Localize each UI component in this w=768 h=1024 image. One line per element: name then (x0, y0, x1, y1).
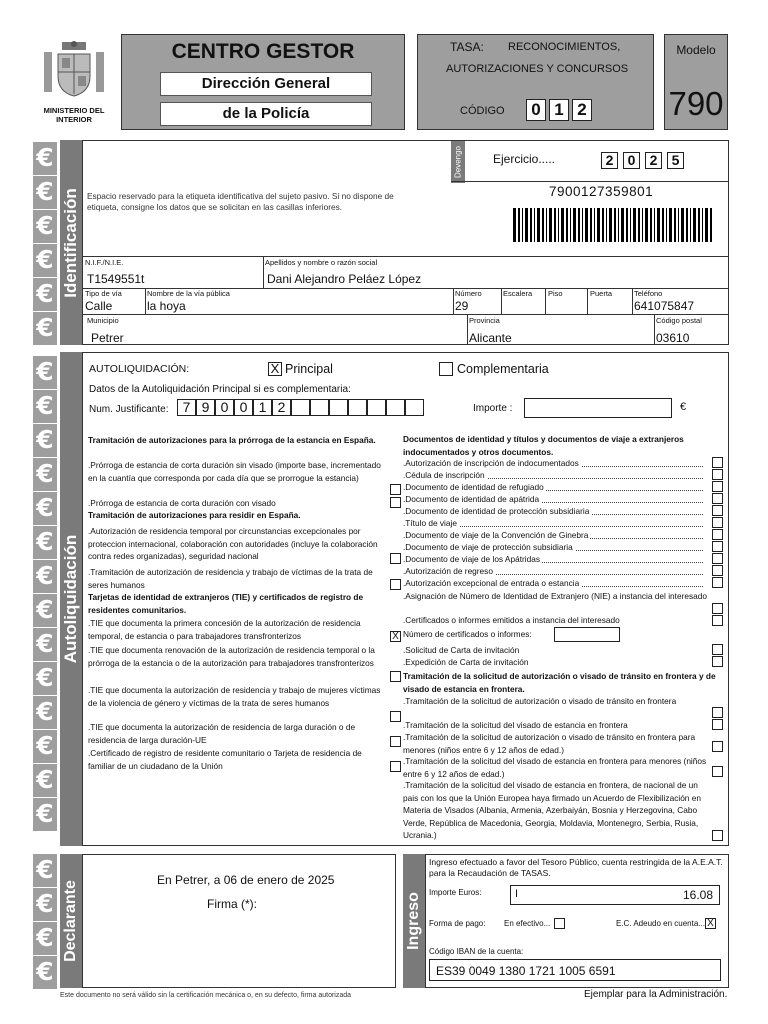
col-line (501, 288, 502, 314)
euro-icon: € (33, 956, 57, 989)
barcode-bar (698, 208, 700, 242)
euro-icon: € (33, 176, 57, 209)
nif-label: N.I.F./N.I.E. (85, 258, 124, 267)
barcode-bar (654, 208, 655, 242)
num-cert-label: Número de certificados o informes: (403, 629, 532, 639)
euro-icon: € (33, 888, 57, 921)
datos-label: Datos de la Autoliquidación Principal si es complementaria: (89, 384, 351, 395)
forma-pago-label: Forma de pago: (429, 919, 486, 928)
euro-icon: € (33, 526, 57, 559)
direccion-line1: Dirección General (160, 72, 372, 96)
barcode-bar (650, 208, 652, 242)
tasa-text1: RECONOCIMIENTOS, (508, 41, 621, 53)
left-checkbox-8[interactable] (390, 736, 401, 747)
barcode-bar (570, 208, 571, 242)
doc-list-label: .Documento de viaje de la Convención de Ginebra (403, 530, 589, 540)
justificante-cell[interactable] (329, 399, 348, 416)
left-checkbox-1[interactable] (390, 484, 401, 495)
barcode-bar (602, 208, 604, 242)
euro-icon: € (33, 798, 57, 831)
doc-list-item (403, 553, 723, 565)
ingreso-tab: Ingreso (403, 854, 425, 988)
left-heading-2: Tramitación de autorizaciones para residir en España. (88, 510, 301, 520)
importe-euros-field[interactable] (510, 885, 720, 905)
importe-euros-value: 16.08 (682, 888, 713, 902)
doc-list-checkbox[interactable] (712, 505, 723, 516)
left-item-2: .Prórroga de estancia de corta duración con visado (88, 498, 276, 508)
barcode-bar (573, 208, 576, 242)
direccion-line2: de la Policía (160, 102, 372, 126)
identificacion-section (82, 140, 729, 345)
justificante-cell[interactable] (310, 399, 329, 416)
left-checkbox-5[interactable]: X (390, 631, 401, 642)
doc-list-checkbox[interactable] (712, 493, 723, 504)
importe-euros-label: Importe Euros: (429, 888, 482, 897)
barcode-bar (690, 208, 691, 242)
importe-prefix: I (515, 888, 519, 900)
tipo-via-label: Tipo de vía (85, 289, 122, 298)
doc-list-label: .Documento de identidad de protección subsidiaria (403, 506, 590, 516)
barcode-bar (618, 208, 619, 242)
barcode-bar (585, 208, 588, 242)
barcode-bar (630, 208, 631, 242)
espacio-text: Espacio reservado para la etiqueta identificativa del sujeto pasivo. Si no dispone de etiqueta, consigne los datos que se solicitan en las casillas inferiores. (87, 191, 394, 212)
euro-icon: € (33, 424, 57, 457)
doc-list-label: .Cédula de inscripción (403, 470, 485, 480)
escalera-label: Escalera (503, 289, 533, 298)
euro-icon: € (33, 560, 57, 593)
ec-checkbox[interactable]: X (705, 918, 716, 929)
importe-label: Importe : (473, 403, 513, 414)
doc-list-label: .Autorización de inscripción de indocumentados (403, 458, 579, 468)
barcode-bar (614, 208, 616, 242)
barcode (513, 208, 717, 242)
left-item-9: .Certificado de registro de residente comunitario o Tarjeta de residencia de familiar de un ciudadano de la Unión (88, 748, 362, 771)
ejercicio-digit: 2 (601, 152, 618, 169)
left-heading-3: Tarjetas de identidad de extranjeros (TIE) y certificados de registro de residentes comunitarios. (88, 592, 364, 615)
carta2-item: .Expedición de Carta de invitación (403, 657, 529, 667)
ejercicio-label: Ejercicio..... (493, 152, 556, 166)
euro-sign: € (680, 401, 687, 413)
justificante-cell[interactable]: 0 (215, 399, 234, 416)
col-line (145, 288, 146, 314)
ingreso-section (425, 854, 729, 988)
justificante-cell[interactable]: 1 (253, 399, 272, 416)
euro-icon: € (33, 356, 57, 389)
coat-of-arms-icon (36, 40, 112, 102)
nombre-value[interactable]: Dani Alejandro Peláez López (267, 272, 422, 286)
numero-label: Número (455, 289, 482, 298)
provincia-label: Provincia (469, 316, 500, 325)
visa-checkbox-1[interactable] (712, 707, 723, 718)
municipio-label: Municipio (87, 316, 119, 325)
doc-list-label: .Documento de viaje de los Apátridas (403, 554, 540, 564)
doc-list-label: .Documento de viaje de protección subsidiaria (403, 542, 573, 552)
barcode-bar (681, 208, 684, 242)
barcode-bar (549, 208, 552, 242)
euro-icon: € (33, 662, 57, 695)
barcode-bar (638, 208, 640, 242)
nif-value[interactable]: T1549551t (87, 272, 145, 286)
justificante-cell[interactable] (291, 399, 310, 416)
left-item-3: .Autorización de residencia temporal por circunstancias excepcionales por proteccion internacional, colaboración con autoridades (incluye la colaboración contra redes organizadas), seguridad nacional (88, 526, 378, 561)
left-item-5: .TIE que documenta la primera concesión de la autorización de residencia temporal, de estancia o para trabajadores transfronterizos (88, 618, 361, 641)
barcode-bar (534, 208, 535, 242)
barcode-bar (578, 208, 580, 242)
doc-list-checkbox[interactable] (712, 457, 723, 468)
doc-list-item (403, 517, 723, 529)
left-item-8: .TIE que documenta la autorización de residencia de larga duración o de residencia de larga duración-UE (88, 722, 356, 745)
doc-list-checkbox[interactable] (712, 541, 723, 552)
visa-item-5: .Tramitación de la solicitud del visado de estancia en frontera, de nacional de un pais con los que la Unión Europea haya firmado un Acuerdo de Flexibilización en Materia de Visados (Albania, Armenia, Azerbaiyán, Bosnia y Herzegovina, Cabo Verde, República de Macedonia, Georgia, Moldavia, Montenegro, Serbia, Rusia, Ucrania.) (403, 780, 701, 840)
footer-note: Este documento no será válido sin la certificación mecánica o, en su defecto, firma autorizada (60, 992, 352, 999)
tipo-via-value[interactable]: Calle (85, 299, 113, 313)
barcode-bar (702, 208, 703, 242)
devengo-tab: Devengo (451, 141, 465, 183)
left-checkbox-2[interactable] (390, 497, 401, 508)
euro-icon: € (33, 390, 57, 423)
visa-checkbox-4[interactable] (712, 766, 723, 777)
provincia-value[interactable]: Alicante (469, 331, 512, 345)
ingreso-text: Ingreso efectuado a favor del Tesoro Público, cuenta restringida de la A.E.A.T. para la Recaudación de TASAS. (429, 857, 723, 878)
barcode-bar (669, 208, 672, 242)
barcode-bar (645, 208, 648, 242)
col-line (632, 288, 633, 314)
barcode-bar (674, 208, 676, 242)
left-item-4: .Tramitación de autorización de residencia y trabajo de víctimas de la trata de seres humanos (88, 567, 373, 590)
col-line (467, 314, 468, 345)
doc-list-checkbox[interactable] (712, 481, 723, 492)
barcode-bar (597, 208, 600, 242)
place-date: En Petrer, a 06 de enero de 2025 (157, 873, 335, 887)
visa-checkbox-5[interactable] (712, 830, 723, 841)
right-heading-1: Documentos de identidad y títulos y documentos de viaje a extranjeros indocumentados y otros documentos. (403, 434, 684, 457)
barcode-bar (633, 208, 636, 242)
declarante-tab: Declarante (60, 854, 82, 988)
iban-value: ES39 0049 1380 1721 1005 6591 (436, 964, 616, 978)
doc-list-item (403, 529, 723, 541)
nombre-label: Apellidos y nombre o razón social (265, 258, 378, 267)
centro-gestor-title: CENTRO GESTOR (171, 40, 355, 63)
barcode-bar (642, 208, 643, 242)
centro-gestor-panel (121, 34, 405, 130)
firma-label: Firma (*): (207, 897, 257, 911)
complementaria-checkbox[interactable] (439, 362, 453, 376)
euro-icon: € (33, 764, 57, 797)
col-line (587, 288, 588, 314)
euro-icon: € (33, 696, 57, 729)
euro-icon: € (33, 730, 57, 763)
autoliquidacion-tab: Autoliquidación (60, 352, 82, 846)
euro-icon: € (33, 210, 57, 243)
barcode-bar (609, 208, 612, 242)
left-item-7: .TIE que documenta la autorización de residencia y trabajo de mujeres víctimas de la violencia de género y víctimas de la trata de seres humanos (88, 685, 381, 708)
declarante-section (82, 854, 396, 988)
left-checkbox-4[interactable] (390, 579, 401, 590)
barcode-bar (513, 208, 516, 242)
left-item-1: .Prórroga de estancia de corta duración sin visado (importe base, incrementado en la cuantía que corresponda por cada día que se prorrogue la estancia) (88, 460, 381, 483)
left-checkbox-3[interactable] (390, 553, 401, 564)
doc-list-item (403, 505, 723, 517)
doc-list-checkbox[interactable] (712, 565, 723, 576)
doc-list-checkbox[interactable] (712, 469, 723, 480)
doc-list-item (403, 577, 723, 589)
cp-value[interactable]: 03610 (656, 331, 690, 345)
barcode-bar (710, 208, 712, 242)
tasa-text2: AUTORIZACIONES Y CONCURSOS (446, 63, 629, 75)
barcode-bar (705, 208, 708, 242)
euro-icon: € (33, 492, 57, 525)
autoliq-title: AUTOLIQUIDACIÓN: (89, 363, 190, 375)
euro-icon: € (33, 854, 57, 887)
barcode-bar (518, 208, 520, 242)
euro-icon: € (33, 312, 57, 345)
ejercicio-digit: 5 (667, 152, 684, 169)
euro-icon: € (33, 244, 57, 277)
euro-icon: € (33, 594, 57, 627)
col-line (453, 288, 454, 314)
col-line (545, 288, 546, 314)
barcode-bar (558, 208, 559, 242)
doc-list-item (403, 493, 723, 505)
euro-icon: € (33, 142, 57, 175)
iban-field[interactable] (429, 959, 721, 981)
ministry-logo (36, 40, 112, 130)
left-item-6: .TIE que documenta renovación de la autorización de residencia temporal o la prórroga de la estancia o de la autorización para trabajadores transfronterizos (88, 645, 375, 668)
efectivo-label: En efectivo... (504, 919, 551, 928)
barcode-bar (590, 208, 592, 242)
municipio-value[interactable]: Petrer (91, 331, 124, 345)
doc-list-item (403, 541, 723, 553)
carta1-checkbox[interactable] (712, 644, 723, 655)
col-line (654, 314, 655, 345)
piso-label: Piso (548, 289, 563, 298)
identificacion-tab: Identificación (60, 140, 82, 345)
cp-label: Código postal (656, 316, 702, 325)
visa-checkbox-3[interactable] (712, 741, 723, 752)
barcode-bar (594, 208, 595, 242)
visa-item-2: .Tramitación de la solicitud del visado de estancia en frontera (403, 720, 628, 730)
justificante-cell[interactable] (348, 399, 367, 416)
euro-icon: € (33, 628, 57, 661)
autoliquidacion-section (82, 352, 729, 846)
ejercicio-digit: 0 (623, 152, 640, 169)
barcode-bar (582, 208, 583, 242)
barcode-bar (566, 208, 568, 242)
barcode-bar (542, 208, 544, 242)
doc-list-checkbox[interactable] (712, 517, 723, 528)
doc-list-item (403, 481, 723, 493)
tasa-panel (417, 34, 654, 130)
visa-item-1: .Tramitación de la solicitud de autorización o visado de tránsito en frontera (403, 696, 677, 706)
justificante-cell[interactable]: 7 (177, 399, 196, 416)
barcode-bar (554, 208, 556, 242)
left-heading-1: Tramitación de autorizaciones para la prórroga de la estancia en España. (88, 435, 376, 445)
barcode-bar (657, 208, 660, 242)
modelo-panel (664, 34, 728, 130)
carta1-item: .Solicitud de Carta de invitación (403, 645, 520, 655)
barcode-bar (686, 208, 688, 242)
justificante-cell[interactable] (405, 399, 424, 416)
euro-icon: € (33, 922, 57, 955)
doc-list-checkbox[interactable] (712, 529, 723, 540)
justificante-cell[interactable] (367, 399, 386, 416)
barcode-bar (662, 208, 664, 242)
iban-label: Código IBAN de la cuenta: (429, 947, 524, 956)
doc-list-item (403, 469, 723, 481)
doc-list-label: .Autorización de regreso (403, 566, 493, 576)
barcode-bar (678, 208, 679, 242)
nie-checkbox[interactable] (712, 603, 723, 614)
justificante-cell[interactable] (386, 399, 405, 416)
doc-list-label: .Documento de identidad de refugiado (403, 482, 544, 492)
justificante-cell[interactable]: 9 (196, 399, 215, 416)
row-line (83, 256, 728, 257)
num-just-label: Num. Justificante: (89, 404, 169, 415)
barcode-bar (666, 208, 667, 242)
justificante-cell[interactable]: 2 (272, 399, 291, 416)
barcode-bar (537, 208, 540, 242)
numero-value[interactable]: 29 (455, 299, 469, 313)
left-checkbox-7[interactable] (390, 711, 401, 722)
visa-checkbox-2[interactable] (712, 719, 723, 730)
cert-checkbox[interactable] (712, 615, 723, 626)
telefono-label: Teléfono (634, 289, 663, 298)
codigo-digit: 2 (572, 99, 592, 121)
nombre-via-value[interactable]: la hoya (147, 299, 186, 313)
visa-item-3: .Tramitación de la solicitud de autorización o visado de tránsito en frontera para menores (niños entre 6 y 12 años de edad.) (403, 732, 696, 755)
visa-item-4: .Tramitación de la solicitud del visado de estancia en frontera para menores (niños entre 6 y 12 años de edad.) (403, 756, 707, 779)
justificante-cell[interactable]: 0 (234, 399, 253, 416)
barcode-bar (522, 208, 523, 242)
carta2-checkbox[interactable] (712, 656, 723, 667)
modelo-number: 790 (668, 85, 724, 122)
doc-list-item (403, 457, 723, 469)
left-checkbox-6[interactable] (390, 671, 401, 682)
ec-label: E.C. Adeudo en cuenta... (616, 919, 705, 928)
nombre-via-label: Nombre de la vía pública (147, 289, 230, 298)
doc-list-checkbox[interactable] (712, 577, 723, 588)
efectivo-checkbox[interactable] (554, 918, 565, 929)
puerta-label: Puerta (590, 289, 613, 298)
right-heading-2: Tramitación de la solicitud de autorización o visado de tránsito en frontera y de visado de estancia en frontera. (403, 671, 716, 694)
doc-list-checkbox[interactable] (712, 553, 723, 564)
ministry-name: MINISTERIO DEL INTERIOR (43, 106, 105, 124)
barcode-bar (626, 208, 628, 242)
barcode-bar (546, 208, 547, 242)
complementaria-label: Complementaria (457, 362, 549, 376)
header-divider (451, 181, 729, 182)
cert-item: .Certificados o informes emitidos a instancia del interesado (403, 615, 620, 625)
row-line (83, 314, 728, 315)
barcode-bar (530, 208, 532, 242)
nie-item: .Asignación de Número de Identidad de Extranjero (NIE) a instancia del interesado (403, 591, 707, 601)
codigo-digit: 1 (549, 99, 569, 121)
codigo-digit: 0 (526, 99, 546, 121)
left-checkbox-9[interactable] (390, 761, 401, 772)
doc-list-label: .Título de viaje (403, 518, 457, 528)
col-line (263, 256, 264, 288)
barcode-bar (525, 208, 528, 242)
euro-icon: € (33, 278, 57, 311)
euro-strip (33, 140, 57, 988)
ejercicio-digit: 2 (645, 152, 662, 169)
num-cert-input[interactable] (554, 627, 620, 642)
telefono-value[interactable]: 641075847 (634, 299, 695, 313)
codigo-label: CÓDIGO (460, 105, 505, 117)
barcode-number: 7900127359801 (549, 184, 654, 199)
doc-list-label: .Documento de identidad de apátrida (403, 494, 540, 504)
euro-icon: € (33, 458, 57, 491)
barcode-bar (621, 208, 624, 242)
barcode-bar (561, 208, 564, 242)
modelo-label: Modelo (676, 43, 716, 57)
barcode-bar (693, 208, 696, 242)
principal-label: Principal (285, 362, 333, 376)
footer-copy: Ejemplar para la Administración. (584, 989, 728, 1000)
barcode-bar (606, 208, 607, 242)
principal-checkbox[interactable]: X (268, 362, 282, 376)
importe-input[interactable] (524, 398, 672, 418)
tasa-label: TASA: (450, 40, 484, 54)
doc-list-item (403, 565, 723, 577)
doc-list-label: .Autorización excepcional de entrada o estancia (403, 578, 580, 588)
